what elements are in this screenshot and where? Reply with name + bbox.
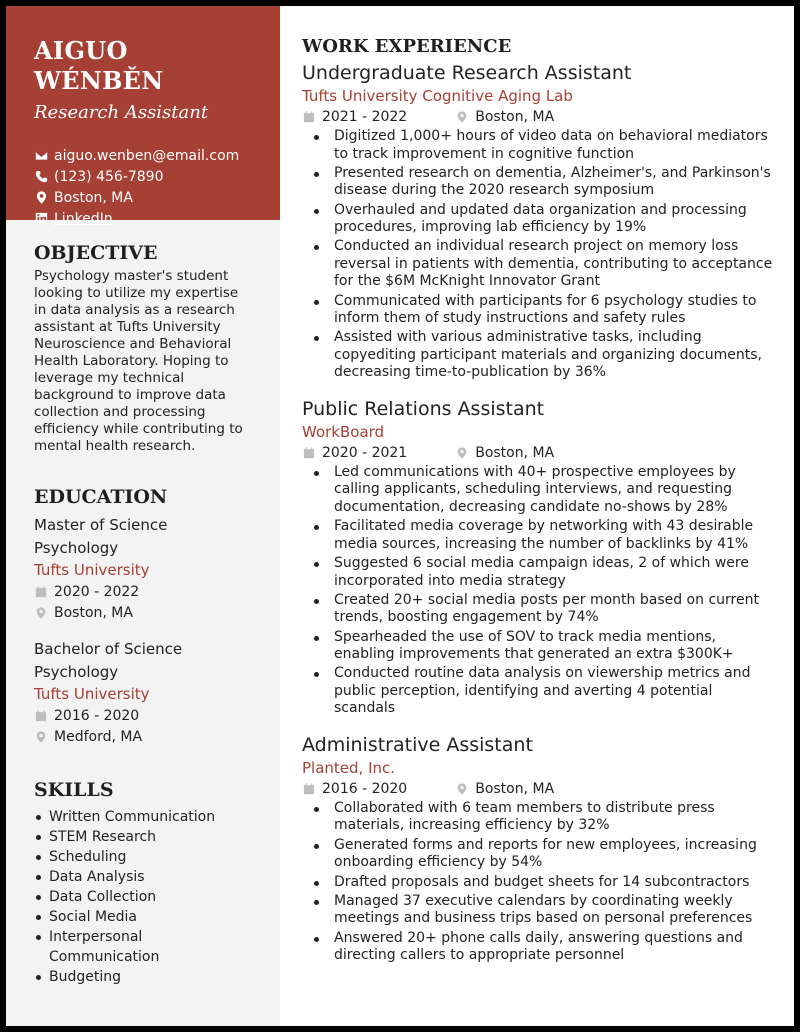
location-pin-icon xyxy=(455,110,469,124)
job-bullet: Drafted proposals and budget sheets for 14 subcontractors xyxy=(302,874,776,892)
education-dates xyxy=(34,581,252,603)
contact-email-text: aiguo.wenben@email.com xyxy=(54,147,240,164)
header-block xyxy=(6,6,280,227)
job-bullet: Led communications with 40+ prospective employees by calling applicants, scheduling interviews, and requesting documentation, decreasing candidate no-shows by 28% xyxy=(302,464,776,517)
education-school: Tufts University xyxy=(34,685,150,703)
contact-linkedin[interactable] xyxy=(34,208,252,229)
education-degree: Bachelor of Science xyxy=(34,640,183,658)
sidebar-content xyxy=(6,241,280,987)
skills-list xyxy=(34,807,252,987)
work-experience-heading: WORK EXPERIENCE xyxy=(302,36,512,57)
contact-location-text: Boston, MA xyxy=(54,189,133,206)
education-heading: EDUCATION xyxy=(34,486,168,508)
job-location-text: Boston, MA xyxy=(475,109,555,125)
skill-item: STEM Research xyxy=(34,827,252,847)
job-bullets xyxy=(302,464,776,718)
education-dates xyxy=(34,705,252,727)
main-content xyxy=(302,6,776,966)
job-dates-text: 2016 - 2020 xyxy=(322,780,408,797)
job-bullet: Conducted routine data analysis on viewership metrics and public perception, identifying and averting 4 potential scandals xyxy=(302,665,776,718)
skill-item: Social Media xyxy=(34,907,252,927)
job-entry xyxy=(302,396,776,718)
job-company: WorkBoard xyxy=(302,422,385,441)
job-entry xyxy=(302,732,776,965)
education-entry xyxy=(34,638,252,748)
location-pin-icon xyxy=(34,606,48,620)
education-dates-text: 2020 - 2022 xyxy=(54,583,140,600)
linkedin-link[interactable]: LinkedIn xyxy=(54,210,113,227)
job-company: Tufts University Cognitive Aging Lab xyxy=(302,87,573,105)
job-bullet: Digitized 1,000+ hours of video data on behavioral mediators to track improvement in cognitive function xyxy=(302,128,776,163)
skill-item: Scheduling xyxy=(34,847,252,867)
location-pin-icon xyxy=(455,782,469,796)
calendar-icon xyxy=(302,782,316,796)
contact-phone xyxy=(34,166,252,187)
job-meta xyxy=(302,778,776,800)
job-entry xyxy=(302,60,776,382)
skills-heading: SKILLS xyxy=(34,779,114,801)
job-meta xyxy=(302,442,776,464)
contact-list xyxy=(34,145,252,229)
job-bullet: Conducted an individual research project on memory loss reversal in patients with dementia, contributing to acceptance for the $6M McKnight Innovator Grant xyxy=(302,238,776,291)
location-pin-icon xyxy=(34,730,48,744)
job-title: Undergraduate Research Assistant xyxy=(302,62,632,84)
education-location xyxy=(34,603,252,625)
candidate-role: Research Assistant xyxy=(34,102,209,123)
resume-page xyxy=(6,6,794,1026)
job-bullet: Assisted with various administrative tasks, including copyediting participant materials and organizing documents, decreasing time-to-publication by 36% xyxy=(302,329,776,382)
job-bullet: Suggested 6 social media campaign ideas, 2 of which were incorporated into media strategy xyxy=(302,555,776,590)
education-field: Psychology xyxy=(34,662,119,681)
job-bullet: Managed 37 executive calendars by coordinating weekly meetings and business trips based on personal preferences xyxy=(302,893,776,928)
job-bullet: Presented research on dementia, Alzheimer's, and Parkinson's disease during the 2020 research symposium xyxy=(302,165,776,200)
contact-location xyxy=(34,187,252,208)
education-school: Tufts University xyxy=(34,561,150,579)
skill-item: Data Collection xyxy=(34,887,252,907)
job-dates-text: 2021 - 2022 xyxy=(322,109,408,125)
job-dates-text: 2020 - 2021 xyxy=(322,444,408,461)
job-meta xyxy=(302,106,776,128)
education-field: Psychology xyxy=(34,538,119,557)
job-bullets xyxy=(302,128,776,382)
linkedin-icon xyxy=(34,212,48,226)
job-bullets xyxy=(302,800,776,965)
phone-icon xyxy=(34,170,48,184)
candidate-name: AIGUO WÉNBĚN xyxy=(34,36,164,95)
job-location-text: Boston, MA xyxy=(475,780,555,797)
job-location xyxy=(455,109,554,125)
contact-email xyxy=(34,145,252,166)
education-entry xyxy=(34,514,252,624)
job-company: Planted, Inc. xyxy=(302,758,396,777)
skill-item: Budgeting xyxy=(34,967,252,987)
job-bullet: Answered 20+ phone calls daily, answering questions and directing callers to appropriate personnel xyxy=(302,930,776,965)
calendar-icon xyxy=(302,110,316,124)
envelope-icon xyxy=(34,149,48,163)
job-bullet: Facilitated media coverage by networking with 43 desirable media sources, increasing the number of backlinks by 41% xyxy=(302,518,776,553)
calendar-icon xyxy=(34,585,48,599)
location-pin-icon xyxy=(455,446,469,460)
job-bullet: Spearheaded the use of SOV to track media mentions, enabling improvements that generated an extra $300K+ xyxy=(302,629,776,664)
education-location xyxy=(34,727,252,749)
education-dates-text: 2016 - 2020 xyxy=(54,707,140,724)
job-title: Public Relations Assistant xyxy=(302,397,545,420)
calendar-icon xyxy=(302,446,316,460)
objective-text: Psychology master's student looking to utilize my expertise in data analysis as a research assistant at Tufts University Neuroscience and Behavioral Health Laboratory. Hoping to leverage my technical background to improve data collection and processing efficiency while contributing to mental health research. xyxy=(34,268,243,454)
job-location xyxy=(455,781,554,797)
education-location-text: Boston, MA xyxy=(54,605,133,622)
skill-item: Interpersonal Communication xyxy=(34,927,252,967)
job-title: Administrative Assistant xyxy=(302,733,533,756)
job-dates xyxy=(302,109,407,125)
job-bullet: Generated forms and reports for new employees, increasing onboarding efficiency by 54% xyxy=(302,837,776,872)
skill-item: Data Analysis xyxy=(34,867,252,887)
contact-phone-text: (123) 456-7890 xyxy=(54,168,164,185)
calendar-icon xyxy=(34,709,48,723)
job-bullet: Communicated with participants for 6 psychology studies to inform them of study instructions and safety rules xyxy=(302,293,776,328)
job-location xyxy=(455,445,554,461)
sidebar xyxy=(6,6,280,1026)
education-degree: Master of Science xyxy=(34,516,168,534)
job-bullet: Created 20+ social media posts per month based on current trends, boosting engagement by 74% xyxy=(302,592,776,627)
job-dates xyxy=(302,781,407,797)
objective-heading: OBJECTIVE xyxy=(34,242,158,264)
job-location-text: Boston, MA xyxy=(475,444,555,461)
job-bullet: Overhauled and updated data organization and processing procedures, improving lab efficiency by 19% xyxy=(302,202,776,237)
job-bullet: Collaborated with 6 team members to distribute press materials, increasing efficiency by 32% xyxy=(302,800,776,835)
location-pin-icon xyxy=(34,191,48,205)
skill-item: Written Communication xyxy=(34,807,252,827)
job-dates xyxy=(302,445,407,461)
education-location-text: Medford, MA xyxy=(54,729,143,746)
